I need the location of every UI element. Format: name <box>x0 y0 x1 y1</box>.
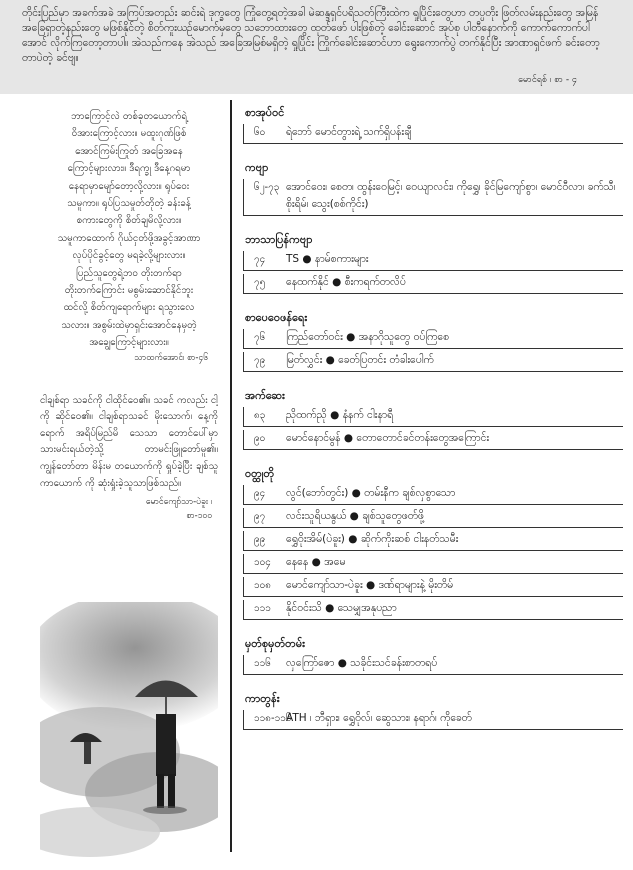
intro-quote-attribution: မောင်ရစ် ၊ စာ - ၄ <box>518 75 577 85</box>
toc-entry[interactable] <box>243 531 623 551</box>
poem-line: ပြည်သူတွေရဲ့ဘဝ တိုးတက်ရာ <box>76 267 182 279</box>
intro-quote-banner <box>0 0 633 94</box>
toc-entry-page: ၈၃ <box>254 410 266 421</box>
toc-section <box>243 387 623 450</box>
toc-entry-page: ၇၆ <box>254 332 266 343</box>
toc-entry-page: ၁၁၈-၁၁၆ <box>254 713 292 724</box>
toc-section <box>243 159 623 216</box>
poem-line: အောင်ကြမ်းကြုတ် အခြေအနေ <box>75 145 183 157</box>
toc-entry-title: မြတ်လွှင်း ● ခေတ်ပြတင်း တံခါးပေါက် <box>286 354 434 366</box>
toc-entry-title: လှကြော်ဇော ● သခိုင်းသင်ခန်းစာတရပ် <box>286 657 438 669</box>
toc-section <box>243 635 623 675</box>
table-of-contents <box>243 104 623 745</box>
poem-line: သမူကာထောက် ဂိုယ်ငှတ်ဖို့အခွင့်အာဏာ <box>57 232 201 244</box>
toc-entry-title: နိုင်ဝင်းသိ ● သေမျှအနုပညာ <box>286 602 397 614</box>
toc-entry-title: အောင်ဝေး၊ စေတ၊ ထွန်းဝေမြင့်၊ ဝေယျာလင်း၊ ကိုရွှေ၊ ခိုင်မြကျော်စွာ၊ မောင်ဝီလာ၊ ခက်သီ၊ စိုးရိမ်၊ သွေး(စစ်ကိုင်း) <box>286 181 616 210</box>
poem-two-attribution-line: စာ-၁၀၀ <box>186 511 212 522</box>
toc-entry[interactable] <box>243 508 623 528</box>
toc-entry[interactable] <box>243 430 623 450</box>
left-column <box>40 100 218 860</box>
toc-entry-title: ရွှေဝိုးအိမ်(ပဲခူး) ● ဆိုက်ကိုးဆစ် ငါးနတ်သမီး <box>286 533 459 545</box>
poem-line: နေရာမှာမျော်တော့လို့လား။ ရုပ်ဝေး <box>68 180 190 192</box>
toc-entry-page: ၁၁၁ <box>254 603 271 614</box>
poem-line: သမူကာ။ ရုပ်ပြသမှုတ်တိုတဲ့ ခန်းခန့် <box>67 198 191 210</box>
toc-entry[interactable] <box>243 485 623 505</box>
poem-line: သလား။ အစွမ်းထဲမှာရှင်းအောင်နေမှတဲ့ <box>61 319 197 331</box>
toc-entry[interactable] <box>243 274 623 294</box>
toc-section-heading: မှတ်စုမှတ်တမ်း <box>245 637 305 650</box>
toc-section-heading: ဘာသာပြန်ကဗျာ <box>245 233 313 246</box>
toc-entry-title: နေထက်နိုင် ● စီးကရက်တလိပ် <box>286 276 406 288</box>
toc-section-heading: ဝတ္ထုတို <box>245 467 275 480</box>
toc-entry-page: ၉၇ <box>254 511 266 522</box>
toc-entry[interactable] <box>243 554 623 574</box>
toc-entry[interactable] <box>243 710 623 730</box>
toc-entry-title: မောင်နောင်မွန် ● တောတောင်ခင်တန်းတွေအကြောင်း <box>286 432 490 444</box>
column-divider <box>230 100 232 852</box>
poem-line: ကြောင့်များလား။ ဒီရက္ခု ဒီနေ့ဂရမာ <box>67 163 191 175</box>
poem-line: ဝိအားကြောင့်လား။ မထူးဂုဏ်ဖြစ် <box>71 128 187 140</box>
poem-line: စကားတွေကို စိတ်ချမိလို့လား။ <box>76 215 182 227</box>
toc-entry-title: နေနေ ● အမေ <box>286 556 346 568</box>
toc-entry[interactable] <box>243 600 623 620</box>
toc-entry-page: ၇၅ <box>254 277 266 288</box>
toc-entry-page: ၇၄ <box>254 254 266 265</box>
toc-entry-page: ၉၀ <box>254 433 266 444</box>
toc-section-heading: အက်ဆေး <box>245 389 285 402</box>
toc-entry[interactable] <box>243 352 623 372</box>
rain-umbrella-illustration <box>40 602 218 860</box>
poem-two: ငါချစ်ရာ သခင်ကို ငါထိုင်ဝေ၏။ သခင် ကလည်း ငါ့ကို ဆိုင်ဝေ၏။ ငါချစ်ရာသခင် မိုးသောက်၊ နေ့ကိုရောက် အရိပ်မြည်မိ သေသာ တောင်ပေါ်မှာ သားမင်းရယ်တဲ့သို့ တာမင်းဖြူတော်မူ၏။ ကျွန်တော်တာ မိန်းမ တယောက်ကို ရှုပ်ခဲ့ပြီး ချစ်သူကာယောက် ကို ဆုံးရှုံးခဲ့သူသာဖြစ်သည်။ <box>40 394 218 489</box>
toc-entry[interactable] <box>243 329 623 349</box>
poem-line: ထင်လို့ စိတ်ကျရောက်များ ရသွားလေ <box>63 302 195 314</box>
toc-entry-title: ရဲဘော် မောင်တွားရဲ့ သက်ရှိပန်းချီ <box>286 126 412 138</box>
toc-entry-page: ၁၁၆ <box>254 658 271 669</box>
poem-line: အချွေကြောင့်များလား။ <box>89 337 169 349</box>
toc-section-heading: စာအုပ်ဝင် <box>245 106 285 119</box>
toc-entry[interactable] <box>243 179 623 216</box>
toc-entry[interactable] <box>243 655 623 675</box>
toc-section-heading: ကာတွန်း <box>245 692 280 705</box>
poem-two-attribution <box>40 495 218 523</box>
toc-entry[interactable] <box>243 407 623 427</box>
toc-entry-title: ATH ၊ ဘီရှား၊ ရွှေဝိုလ်၊ ဆွေသား၊ နရာဂ်၊ ကိုခေတ် <box>286 712 472 724</box>
toc-section <box>243 231 623 294</box>
toc-entry-page: ၁၀၈ <box>254 580 271 591</box>
poem-line: လုပ်ပိုင်ခွင့်တွေ မရခဲ့လို့များလား။ <box>72 250 186 262</box>
toc-entry-page: ၆၀ <box>254 127 266 138</box>
poem-two-attribution-line: မောင်ကျော်သာ-ပဲခူး ၊ <box>145 497 212 508</box>
poem-line: တိုးတက်ကြောင်း မစွမ်းဆောင်နိုင်ဘူး <box>64 285 194 297</box>
toc-entry-page: ၁၀၄ <box>254 557 271 568</box>
toc-section <box>243 465 623 620</box>
toc-entry-title: TS ● နာမ်စကားများ <box>286 253 369 265</box>
toc-entry[interactable] <box>243 251 623 271</box>
poem-line: ဘာကြောင့်လဲ တစ်ခုတယောက်ရဲ့ <box>70 111 188 122</box>
toc-entry-page: ၉၉ <box>254 534 266 545</box>
toc-section <box>243 690 623 730</box>
toc-section <box>243 104 623 144</box>
toc-entry-page: ၆၂-၇၃ <box>254 182 280 193</box>
toc-entry[interactable] <box>243 577 623 597</box>
toc-entry-title: ညိုထက်ညို ● နံနက် ငါးနာရီ <box>286 409 394 421</box>
toc-entry-title: ကြည်တော်ဝင်း ● အနာဂိုသူတွေ ဝပ်ကြစေ <box>286 331 449 343</box>
toc-entry-title: လွင်(ဘော်တွင်း) ● တမ်းနီက ချစ်လှစွာသော <box>286 487 456 499</box>
toc-section <box>243 309 623 372</box>
intro-quote-text: တိုင်းပြည်မှာ အခက်အခဲ အကြပ်အတည်း ဆင်းရဲ ဒုက္ခတွေ ကြုံတွေ့ရတဲ့အခါ မဲဆန္ဒရှင်ပရိသတ်ကြီးထဲက ရှုပြိုင်းတွေဟာ တပ္ပတိုး ဖြတ်လမ်းနည်းတွေ အမြန် အခြေရှာတဲ့နည်းတွေ မဖြစ်နိုင်တဲ့ စိတ်ကူးယဉ်မောက်မှတွေ သဘောထားတွေ ထုတ်ဖော် ပါးဖြစ်တဲ့ ခေါင်းဆောင် အုပ်စု ပါတီနောက်ကို ကောက်ကောက်ပါအောင် လိုက်ကြတော့တာပါ။ အဲသည်ကနေ အဲသည် အခြေအမြစ်မရှိတဲ့ ရှုပြိုင်း ကြိုက်ခေါင်းဆောင်ဟာ ရွေးကောက်ပွဲ တက်နိုင်ပြီး အာဏာရှင်ဖက် ခင်းတော့တာပဲတဲ့ ခင်ဗျ။ <box>22 7 600 64</box>
toc-section-heading: ကဗျာ <box>245 161 269 174</box>
toc-entry-title: လင်းသူရိယနွယ် ● ချစ်သူတွေဖတ်ဖို့ <box>286 510 424 522</box>
toc-entry-title: မောင်ကျော်သာ-ပဲခူး ● ဒဏ်ရာများနဲ့ မိုးတိမ် <box>286 579 454 591</box>
toc-section-heading: စာပေဝေဖန်ရေး <box>245 311 308 324</box>
poem-one-attribution: သာထက်အောင်၊ စာ-၄၆ <box>134 352 208 363</box>
toc-entry-page: ၉၄ <box>254 488 266 499</box>
toc-entry-page: ၇၉ <box>254 355 266 366</box>
poem-one <box>40 108 218 352</box>
toc-entry[interactable] <box>243 124 623 144</box>
